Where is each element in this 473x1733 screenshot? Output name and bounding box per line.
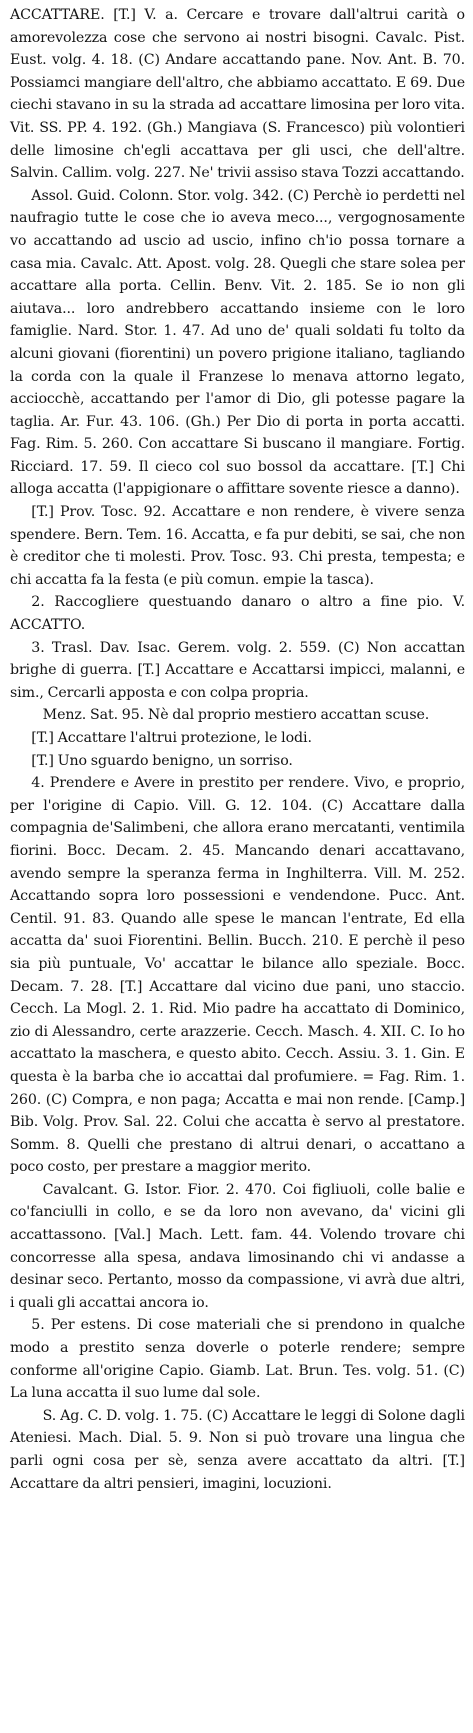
- entry-paragraph: ACCATTARE. [T.] V. a. Cercare e trovare dall'altrui carità o amorevolezza cose che servono ai nostri bisogni. Cavalc. Pist. Eust. volg. 4. 18. (C) Andare accattando pane. Nov. Ant. B. 70. Possiamci mangiare dell'altro, che abbiamo accattato. E 69. Due ciechi stavano in su la strada ad accattare limosina per loro vita. Vit. SS. PP. 4. 192. (Gh.) Mangiava (S. Francesco) più volontieri delle limosine ch'egli accattava per gli usci, che dell'altre. Salvin. Callim. volg. 227. Ne' trivii assiso stava Tozzi accattando.: [10, 7, 465, 182]
- entry-paragraph: Menz. Sat. 95. Nè dal proprio mestiero accattan scuse.: [42, 707, 430, 724]
- entry-paragraph: Cavalcant. G. Istor. Fior. 2. 470. Coi figliuoli, colle balie e co'fanciulli in collo, e se da loro non avevano, da' vicini gli accattassono. [Val.] Mach. Lett. fam. 44. Volendo trovare chi concorresse alla spesa, andava limosinando chi vi andasse a desinar seco. Pertanto, mosso da compassione, vi avrà due altri, i quali gli accattai ancora io.: [10, 1181, 465, 1311]
- entry-paragraph: [T.] Prov. Tosc. 92. Accattare e non rendere, è vivere senza spendere. Bern. Tem. 16. Accatta, e fa pur debiti, se sai, che non è creditor che ti molesti. Prov. Tosc. 93. Chi presta, tempesta; e chi accatta fa la festa (e più comun. empie la tasca).: [10, 504, 465, 588]
- sense-3-paragraph: 3. Trasl. Dav. Isac. Gerem. volg. 2. 559. (C) Non accattan brighe di guerra. [T.] Accattare e Accattarsi impicci, malanni, e sim., Cercarli apposta e con colpa propria.: [10, 639, 465, 701]
- entry-paragraph: [T.] Uno sguardo benigno, un sorriso.: [31, 752, 293, 769]
- entry-paragraph: Assol. Guid. Colonn. Stor. volg. 342. (C) Perchè io perdetti nel naufragio tutte le cose che io aveva meco..., vergognosamente vo accattando ad uscio ad uscio, infino ch'io possa tornare a casa mia. Cavalc. Att. Apost. volg. 28. Quegli che stare solea per accattare alla porta. Cellin. Benv. Vit. 2. 185. Se io non gli aiutava... loro andrebbero accattando insieme con le loro famiglie. Nard. Stor. 1. 47. Ad uno de' quali soldati fu tolto da alcuni giovani (fiorentini) un povero prigione italiano, tagliando la corda con la quale il Franzese lo menava attorno legato, acciocchè, accattando per l'amor di Dio, gli potesse pagare la taglia. Ar. Fur. 43. 106. (Gh.) Per Dio di porta in porta accatti. Fag. Rim. 5. 260. Con accattare Si buscano il mangiare. Fortig. Ricciard. 17. 59. Il cieco col suo bossol da accattare. [T.] Chi alloga accatta (l'appigionare o affittare sovente riesce a danno).: [10, 187, 465, 498]
- entry-paragraph: [T.] Accattare l'altrui protezione, le lodi.: [31, 730, 312, 746]
- sense-4-paragraph: 4. Prendere e Avere in prestito per rendere. Vivo, e proprio, per l'origine di Capio. Vill. G. 12. 104. (C) Accattare dalla compagnia de'Salimbeni, che allora erano mercatanti, ventimila fiorini. Bocc. Decam. 2. 45. Mancando denari accattavano, avendo sempre la speranza ferma in Inghilterra. Vill. M. 252. Accattando sopra loro possessioni e vendendone. Pucc. Ant. Centil. 91. 83. Quando alle spese le mancan l'entrate, Ed ella accatta da' suoi Fiorentini. Bellin. Bucch. 210. E perchè il peso sia più puntuale, Vo' accattar le bilance allo speziale. Bocc. Decam. 7. 28. [T.] Accattare dal vicino due pani, uno staccio. Cecch. La Mogl. 2. 1. Rid. Mio padre ha accattato di Dominico, zio di Alessandro, certe arazzerie. Cecch. Masch. 4. XII. C. Io ho accattato la maschera, e questo abito. Cecch. Assiu. 3. 1. Gin. E questa è la barba che io accattai dal profumiere. = Fag. Rim. 1. 260. (C) Compra, e non paga; Accatta e mai non rende. [Camp.] Bib. Volg. Prov. Sal. 22. Colui che accatta è servo al prestatore. Somm. 8. Quelli che prestano di altrui denari, o accattano a poco costo, per prestare a maggior merito.: [10, 775, 465, 1176]
- entry-paragraph: S. Ag. C. D. volg. 1. 75. (C) Accattare le leggi di Solone dagli Ateniesi. Mach. Dial. 5. 9. Non si può trovare una lingua che parli ogni cosa per sè, senza avere accattato da altri. [T.] Accattare da altri pensieri, imagini, locuzioni.: [10, 1407, 465, 1492]
- sense-5-paragraph: 5. Per estens. Di cose materiali che si prendono in qualche modo a prestito senza doverle o poterle rendere; sempre conforme all'origine Capio. Giamb. Lat. Brun. Tes. volg. 51. (C) La luna accatta il suo lume dal sole.: [10, 1317, 465, 1402]
- sense-2-paragraph: 2. Raccogliere questuando danaro o altro a fine pio. V. ACCATTO.: [10, 594, 465, 634]
